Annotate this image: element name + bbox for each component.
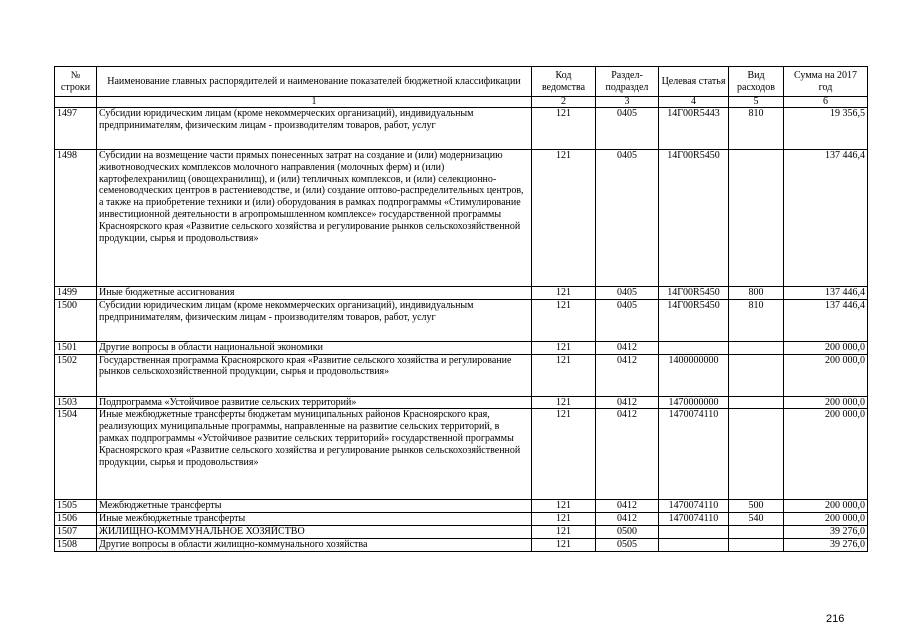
row-sum: 137 446,4 <box>784 299 868 341</box>
row-sum: 39 276,0 <box>784 538 868 551</box>
row-target-article: 1470074110 <box>659 409 729 500</box>
row-dept-code: 121 <box>532 299 596 341</box>
column-number: 3 <box>596 97 659 108</box>
table-row <box>55 409 868 500</box>
budget-table-container <box>54 66 867 552</box>
column-number: 6 <box>784 97 868 108</box>
row-number: 1497 <box>55 108 97 150</box>
row-number: 1498 <box>55 150 97 287</box>
table-row <box>55 396 868 409</box>
row-name: Иные бюджетные ассигнования <box>97 287 532 300</box>
header-expense-type: Вид расходов <box>729 67 784 97</box>
row-section: 0505 <box>596 538 659 551</box>
row-section: 0405 <box>596 299 659 341</box>
table-row <box>55 513 868 526</box>
row-number: 1508 <box>55 538 97 551</box>
row-section: 0412 <box>596 396 659 409</box>
row-sum: 200 000,0 <box>784 513 868 526</box>
row-sum: 137 446,4 <box>784 287 868 300</box>
header-sum-2017: Сумма на 2017 год <box>784 67 868 97</box>
column-number: 4 <box>659 97 729 108</box>
row-dept-code: 121 <box>532 500 596 513</box>
row-dept-code: 121 <box>532 354 596 396</box>
row-target-article: 1400000000 <box>659 354 729 396</box>
row-dept-code: 121 <box>532 108 596 150</box>
header-name: Наименование главных распорядителей и наименование показателей бюджетной классификации <box>97 67 532 97</box>
table-row <box>55 287 868 300</box>
row-expense-type: 800 <box>729 287 784 300</box>
row-name: Подпрограмма «Устойчивое развитие сельских территорий» <box>97 396 532 409</box>
row-section: 0405 <box>596 287 659 300</box>
row-sum: 19 356,5 <box>784 108 868 150</box>
row-target-article: 14Г00R5450 <box>659 287 729 300</box>
row-dept-code: 121 <box>532 409 596 500</box>
row-name: Иные межбюджетные трансферты бюджетам муниципальных районов Красноярского края, реализующих муниципальные программы, направленные на развитие сельских территорий, в рамках подпрограммы «Устойчивое развитие сельских территорий» государственной программы Красноярского края «Развитие сельского хозяйства и регулирование рынков сельскохозяйственной продукции, сырья и продовольствия» <box>97 409 532 500</box>
header-section: Раздел-подраздел <box>596 67 659 97</box>
column-number-row <box>55 97 868 108</box>
row-expense-type <box>729 354 784 396</box>
header-target-article: Целевая статья <box>659 67 729 97</box>
row-sum: 200 000,0 <box>784 409 868 500</box>
row-expense-type <box>729 538 784 551</box>
table-row <box>55 354 868 396</box>
row-section: 0412 <box>596 409 659 500</box>
row-number: 1502 <box>55 354 97 396</box>
row-dept-code: 121 <box>532 525 596 538</box>
row-name: Другие вопросы в области жилищно-коммунального хозяйства <box>97 538 532 551</box>
row-section: 0405 <box>596 150 659 287</box>
header-row-number: № строки <box>55 67 97 97</box>
row-name: Субсидии на возмещение части прямых понесенных затрат на создание и (или) модернизацию животноводческих комплексов молочного направления (молочных ферм) и (или) картофелехранилищ (овощехранилищ), и (или) тепличных комплексов, и (или) селекционно-семеноводческих центров в растениеводстве, и (или) создание оптово-распределительных центров, а также на приобретение техники и (или) оборудования в рамках подпрограммы «Стимулирование инвестиционной деятельности в агропромышленном комплексе» государственной программы Красноярского края «Развитие сельского хозяйства и регулирование рынков сельскохозяйственной продукции, сырья и продовольствия» <box>97 150 532 287</box>
page-number: 216 <box>826 613 845 625</box>
header-dept-code: Код ведомства <box>532 67 596 97</box>
row-section: 0412 <box>596 341 659 354</box>
row-dept-code: 121 <box>532 396 596 409</box>
row-target-article: 1470074110 <box>659 513 729 526</box>
table-row <box>55 150 868 287</box>
row-number: 1499 <box>55 287 97 300</box>
row-expense-type: 810 <box>729 108 784 150</box>
row-dept-code: 121 <box>532 150 596 287</box>
table-row <box>55 341 868 354</box>
row-sum: 200 000,0 <box>784 500 868 513</box>
table-row <box>55 538 868 551</box>
row-name: Субсидии юридическим лицам (кроме некоммерческих организаций), индивидуальным предпринимателям, физическим лицам - производителям товаров, работ, услуг <box>97 108 532 150</box>
row-number: 1500 <box>55 299 97 341</box>
row-expense-type: 500 <box>729 500 784 513</box>
row-number: 1507 <box>55 525 97 538</box>
column-number: 5 <box>729 97 784 108</box>
row-expense-type <box>729 525 784 538</box>
row-target-article: 14Г00R5450 <box>659 299 729 341</box>
row-expense-type <box>729 396 784 409</box>
row-sum: 200 000,0 <box>784 341 868 354</box>
row-expense-type <box>729 341 784 354</box>
row-target-article <box>659 538 729 551</box>
row-number: 1505 <box>55 500 97 513</box>
row-target-article <box>659 525 729 538</box>
column-number: 1 <box>97 97 532 108</box>
row-dept-code: 121 <box>532 341 596 354</box>
row-section: 0500 <box>596 525 659 538</box>
row-number: 1504 <box>55 409 97 500</box>
row-dept-code: 121 <box>532 513 596 526</box>
row-section: 0412 <box>596 500 659 513</box>
row-expense-type: 540 <box>729 513 784 526</box>
table-row <box>55 299 868 341</box>
row-number: 1503 <box>55 396 97 409</box>
row-target-article <box>659 341 729 354</box>
column-number <box>55 97 97 108</box>
row-expense-type <box>729 150 784 287</box>
row-name: Государственная программа Красноярского края «Развитие сельского хозяйства и регулирование рынков сельскохозяйственной продукции, сырья и продовольствия» <box>97 354 532 396</box>
row-sum: 200 000,0 <box>784 354 868 396</box>
row-section: 0412 <box>596 354 659 396</box>
row-number: 1501 <box>55 341 97 354</box>
row-expense-type: 810 <box>729 299 784 341</box>
row-name: Межбюджетные трансферты <box>97 500 532 513</box>
row-name: Иные межбюджетные трансферты <box>97 513 532 526</box>
column-number: 2 <box>532 97 596 108</box>
row-name: Другие вопросы в области национальной экономики <box>97 341 532 354</box>
row-sum: 39 276,0 <box>784 525 868 538</box>
table-header-row <box>55 67 868 97</box>
row-target-article: 14Г00R5443 <box>659 108 729 150</box>
table-row <box>55 500 868 513</box>
row-number: 1506 <box>55 513 97 526</box>
row-sum: 200 000,0 <box>784 396 868 409</box>
row-target-article: 1470074110 <box>659 500 729 513</box>
row-section: 0405 <box>596 108 659 150</box>
table-row <box>55 108 868 150</box>
row-target-article: 14Г00R5450 <box>659 150 729 287</box>
table-row <box>55 525 868 538</box>
budget-table <box>54 66 868 552</box>
row-expense-type <box>729 409 784 500</box>
row-name: Субсидии юридическим лицам (кроме некоммерческих организаций), индивидуальным предпринимателям, физическим лицам - производителям товаров, работ, услуг <box>97 299 532 341</box>
row-dept-code: 121 <box>532 538 596 551</box>
row-dept-code: 121 <box>532 287 596 300</box>
table-body <box>55 108 868 552</box>
row-name: ЖИЛИЩНО-КОММУНАЛЬНОЕ ХОЗЯЙСТВО <box>97 525 532 538</box>
row-sum: 137 446,4 <box>784 150 868 287</box>
row-section: 0412 <box>596 513 659 526</box>
row-target-article: 1470000000 <box>659 396 729 409</box>
